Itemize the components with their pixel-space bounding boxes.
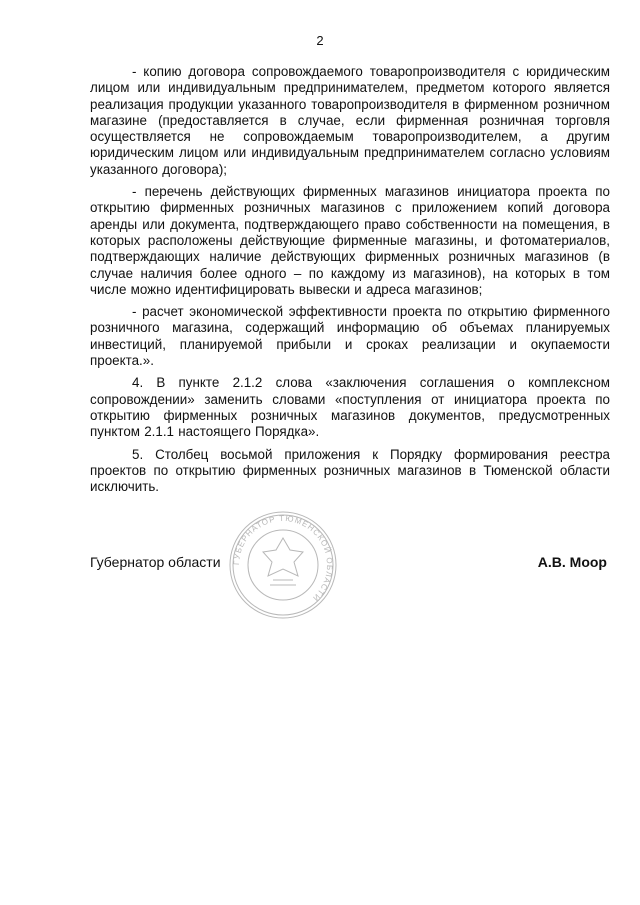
document-body (90, 64, 610, 501)
page-number: 2 (316, 33, 324, 48)
seal-text: ГУБЕРНАТОР ТЮМЕНСКОЙ ОБЛАСТИ (231, 513, 335, 604)
paragraph-efficiency-calc: - расчет экономической эффективности проекта по открытию фирменного розничного магазина, содержащий информацию об объемах планируемых инвестиций, планируемой прибыли и сроках реализации и окупаемости проекта.». (90, 304, 610, 369)
signatory-position: Губернатор области (90, 554, 221, 570)
paragraph-item-4: 4. В пункте 2.1.2 слова «заключения соглашения о комплексном сопровождении» заменить словами «поступления от инициатора проекта по открытию фирменных розничных магазинов документов, предусмотренных пунктом 2.1.1 настоящего Порядка». (90, 375, 610, 440)
paragraph-stores-list: - перечень действующих фирменных магазинов инициатора проекта по открытию фирменных розничных магазинов с приложением копий договора аренды или документа, подтверждающего право собственности на помещения, в которых расположены действующие фирменные магазины, и фотоматериалов, подтверждающих наличие действующих фирменных розничных магазинов (в случае наличия более одного – по каждому из магазинов), на которых в том числе можно идентифицировать вывески и адреса магазинов; (90, 184, 610, 297)
paragraph-item-5: 5. Столбец восьмой приложения к Порядку формирования реестра проектов по открытию фирменных розничных магазинов в Тюменской области исключить. (90, 446, 610, 495)
signature-block (90, 554, 607, 574)
paragraph-contract-copy: - копию договора сопровождаемого товаропроизводителя с юридическим лицом или индивидуальным предпринимателем, предметом которого является реализация продукции указанного товаропроизводителя в фирменном розничном магазине (предоставляется в случае, если фирменная розничная торговля осуществляется не сопровождаемым товаропроизводителем, а другим юридическим лицом или индивидуальным предпринимателем согласно условиям указанного договора); (90, 64, 610, 177)
signatory-name: А.В. Моор (537, 554, 607, 570)
